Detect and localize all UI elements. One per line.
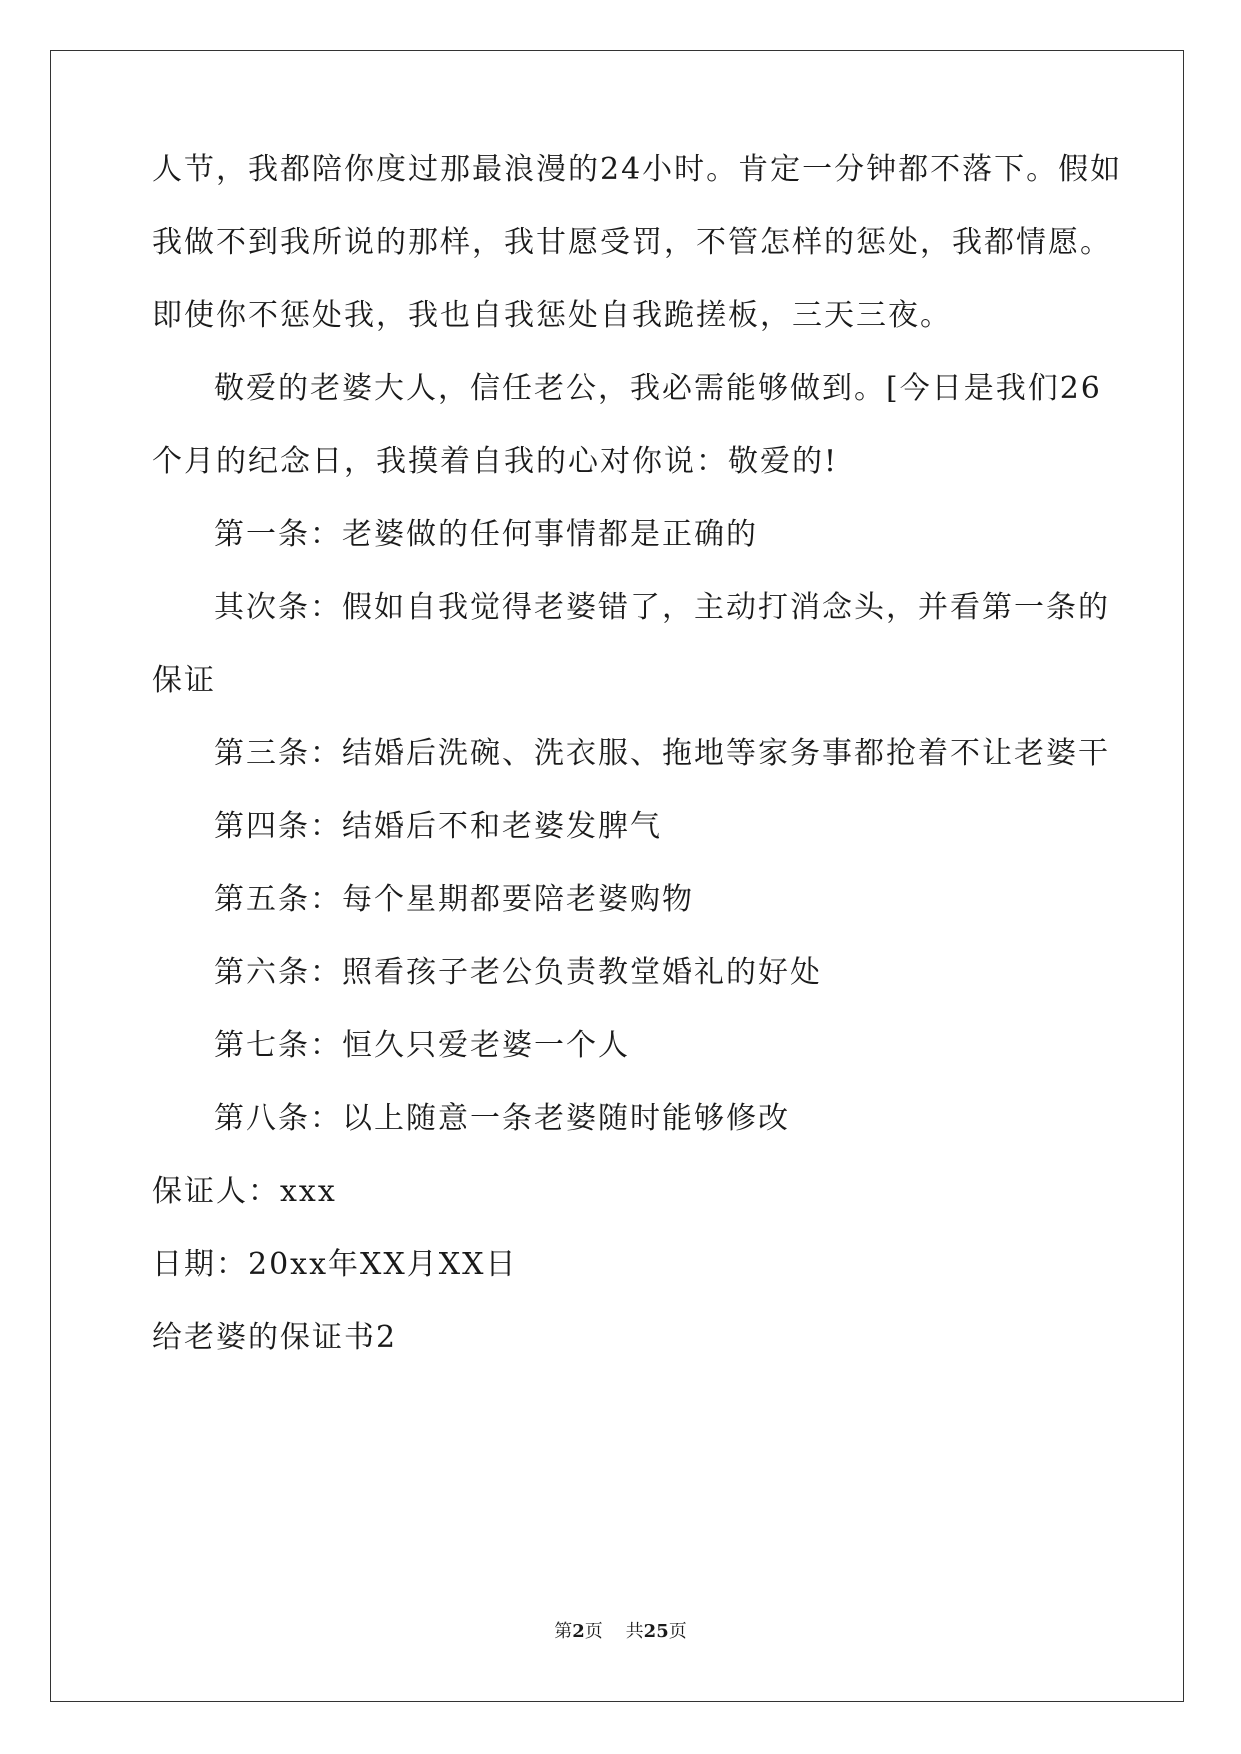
clause-5: 第五条：每个星期都要陪老婆购物 (214, 882, 694, 917)
text-line: 人节，我都陪你度过那最浪漫的24小时。肯定一分钟都不落下。假如 (152, 152, 1123, 187)
text-line: 敬爱的老婆大人，信任老公，我必需能够做到。[今日是我们26 (214, 371, 1102, 406)
text-line: 我做不到我所说的那样，我甘愿受罚，不管怎样的惩处，我都情愿。 (152, 225, 1112, 260)
section-heading: 给老婆的保证书2 (152, 1320, 398, 1355)
text-line: 个月的纪念日，我摸着自我的心对你说：敬爱的! (152, 444, 839, 479)
clause-6: 第六条：照看孩子老公负责教堂婚礼的好处 (214, 955, 822, 990)
footer-page-prefix: 第 (554, 1621, 573, 1642)
page-footer (0, 1620, 1241, 1644)
footer-total-pages: 25 (643, 1621, 669, 1642)
clause-2: 其次条：假如自我觉得老婆错了，主动打消念头，并看第一条的 (214, 590, 1110, 625)
clause-7: 第七条：恒久只爱老婆一个人 (214, 1028, 630, 1063)
footer-total-prefix: 共 (625, 1621, 644, 1642)
guarantor-line: 保证人：xxx (152, 1174, 337, 1209)
text-line: 即使你不惩处我，我也自我惩处自我跪搓板，三天三夜。 (152, 298, 952, 333)
clause-1: 第一条：老婆做的任何事情都是正确的 (214, 517, 758, 552)
footer-total-suffix: 页 (668, 1621, 687, 1642)
text-line: 保证 (152, 663, 216, 698)
clause-4: 第四条：结婚后不和老婆发脾气 (214, 809, 662, 844)
clause-8: 第八条：以上随意一条老婆随时能够修改 (214, 1101, 790, 1136)
clause-3: 第三条：结婚后洗碗、洗衣服、拖地等家务事都抢着不让老婆干 (214, 736, 1110, 771)
footer-page-suffix: 页 (584, 1621, 603, 1642)
date-line: 日期：20xx年XX月XX日 (152, 1247, 518, 1282)
footer-page-number: 2 (572, 1621, 585, 1642)
